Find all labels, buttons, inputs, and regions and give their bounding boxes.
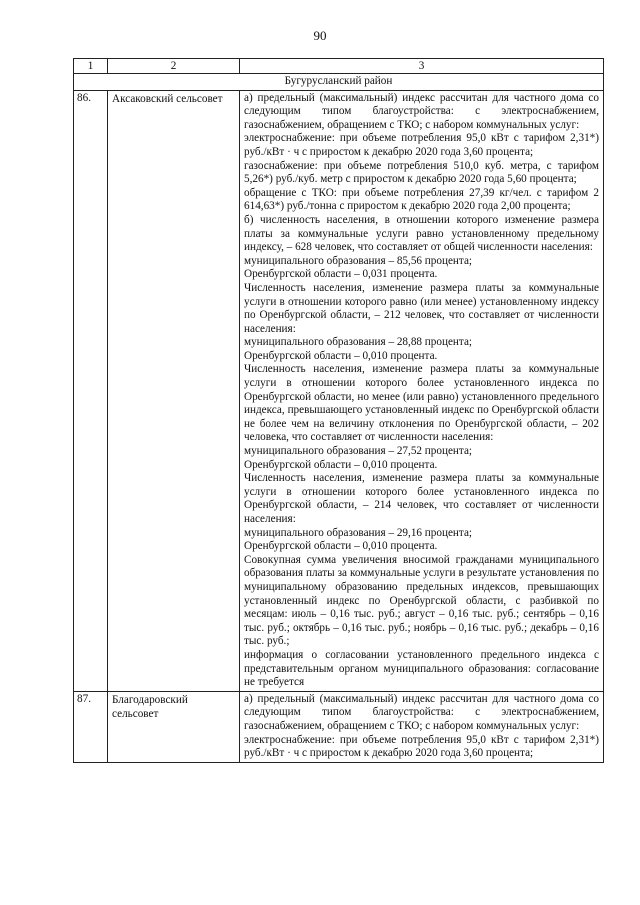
row-description [240, 90, 604, 691]
description-paragraph: Численность населения, изменение размера платы за коммунальные услуги в отношении которого более установленного индекса по Оренбургской области, – 214 человек, что составляет от численности населения: [244, 472, 599, 525]
municipality-name: Благодаровский сельсовет [108, 691, 240, 762]
description-paragraph: электроснабжение: при объеме потребления 95,0 кВт с тарифом 2,31*) руб./кВт · ч с приростом к декабрю 2020 года 3,60 процента; [244, 132, 599, 158]
description-paragraph: муниципального образования – 28,88 процента; [244, 336, 473, 349]
index-table [73, 58, 604, 763]
description-paragraph: а) предельный (максимальный) индекс рассчитан для частного дома со следующим типом благоустройства: с электроснабжением, газоснабжением, обращением с ТКО; с набором коммунальных услуг: [244, 692, 599, 732]
district-row [74, 74, 604, 91]
description-paragraph: газоснабжение: при объеме потребления 510,0 куб. метра, с тарифом 5,26*) руб./куб. метр с приростом к декабрю 2020 года 5,60 процента; [244, 159, 599, 186]
page-number: 90 [313, 28, 327, 43]
row-number: 86. [74, 90, 108, 691]
table-row [74, 691, 604, 762]
row-number: 87. [74, 691, 108, 762]
column-number-3: 3 [240, 59, 604, 74]
description-paragraph: Численность населения, изменение размера платы за коммунальные услуги в отношении которого равно (или менее) установленному индексу по Оренбургской области, – 212 человек, что составляет от численности населения: [244, 281, 599, 335]
description-paragraph: Оренбургской области – 0,010 процента. [244, 349, 438, 362]
description-paragraph: Оренбургской области – 0,031 процента. [244, 268, 438, 281]
description-paragraph: Численность населения, изменение размера платы за коммунальные услуги в отношении которого более установленного индекса по Оренбургской области, но менее (или равно) установленного предельного индекса, превышающего установленный индекс по Оренбургской области не более чем на величину отклонения по Оренбургской области, – 202 человека, что составляет от численности населения: [244, 363, 599, 444]
column-number-2: 2 [108, 59, 240, 74]
table-row [74, 90, 604, 691]
description-paragraph: муниципального образования – 85,56 процента; [244, 254, 473, 267]
description-paragraph: Оренбургской области – 0,010 процента. [244, 540, 438, 553]
column-number-1: 1 [74, 59, 108, 74]
column-number-row [74, 59, 604, 74]
description-paragraph: информация о согласовании установленного предельного индекса с представительным органом муниципального образования: согласование не требуется [244, 648, 599, 689]
description-paragraph: Совокупная сумма увеличения вносимой гражданами муниципального образования платы за коммунальные услуги в результате установления по муниципальному образованию предельных индексов, превышающих установленный индекс по Оренбургской области, с разбивкой по месяцам: июль – 0,16 тыс. руб.; август – 0,16 тыс. руб.; сентябрь – 0,16 тыс. руб.; октябрь – 0,16 тыс. руб.; ноябрь – 0,16 тыс. руб.; декабрь – 0,16 тыс. руб.; [244, 553, 599, 648]
description-paragraph: электроснабжение: при объеме потребления 95,0 кВт с тарифом 2,31*) руб./кВт · ч с приростом к декабрю 2020 года 3,60 процента; [244, 733, 599, 760]
municipality-name: Аксаковский сельсовет [108, 90, 240, 691]
description-paragraph: а) предельный (максимальный) индекс рассчитан для частного дома со следующим типом благоустройства: с электроснабжением, газоснабжением, обращением с ТКО; с набором коммунальных услуг: [244, 91, 599, 131]
district-name: Бугурусланский район [74, 74, 604, 91]
description-paragraph: муниципального образования – 29,16 процента; [244, 526, 473, 539]
description-paragraph: Оренбургской области – 0,010 процента. [244, 458, 438, 471]
description-paragraph: б) численность населения, в отношении которого изменение размера платы за коммунальные услуги равно установленному предельному индексу, – 628 человек, что составляет от общей численности населения: [244, 213, 599, 254]
row-description [240, 691, 604, 762]
description-paragraph: муниципального образования – 27,52 процента; [244, 445, 473, 458]
description-paragraph: обращение с ТКО: при объеме потребления 27,39 кг/чел. с тарифом 2 614,63*) руб./тонна с приростом к декабрю 2020 года 2,00 процента; [244, 186, 599, 213]
